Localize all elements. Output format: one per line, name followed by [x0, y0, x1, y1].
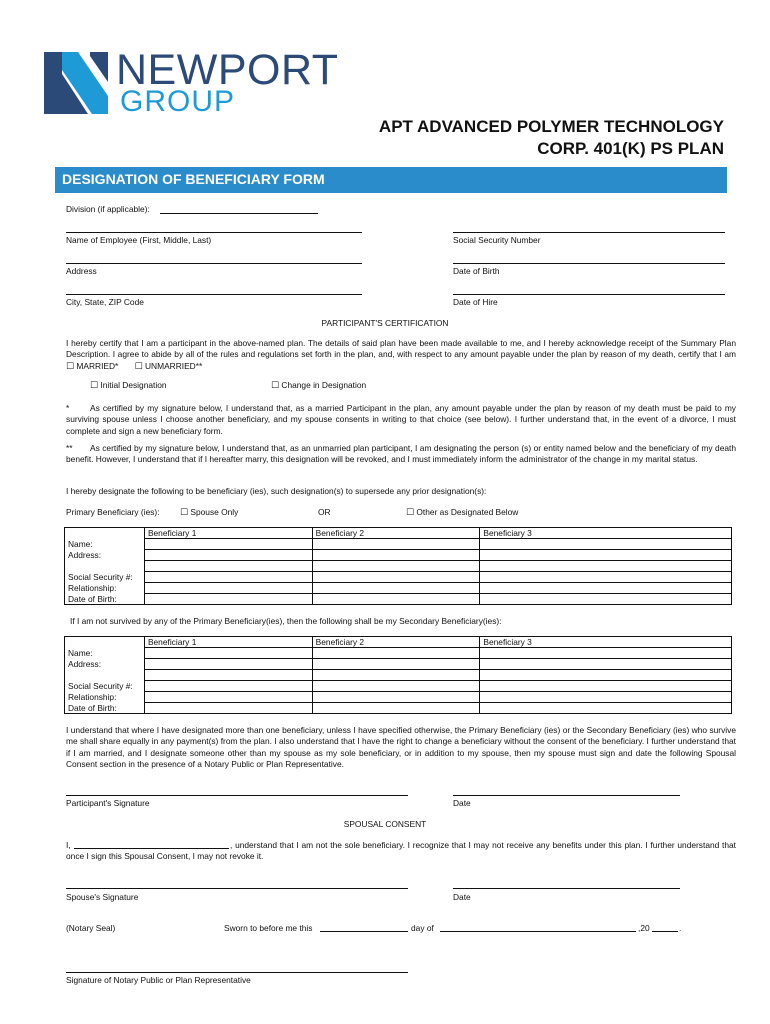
ssn-label: Social Security Number — [453, 235, 541, 245]
change-designation-label: Change in Designation — [281, 380, 367, 390]
header-beneficiary-1: Beneficiary 1 — [144, 528, 312, 539]
row-label-address: Address: — [65, 550, 145, 561]
cell[interactable] — [312, 659, 480, 670]
married-label: MARRIED* — [76, 360, 119, 371]
header-beneficiary-3: Beneficiary 3 — [480, 637, 732, 648]
row-label-name: Name: — [65, 539, 145, 550]
cell[interactable] — [480, 594, 732, 605]
city-label: City, State, ZIP Code — [66, 297, 144, 307]
logo-word-newport: NEWPORT — [116, 46, 339, 94]
spousal-consent-text: , understand that I am not the sole beneficiary. I recognize that I may not receive any benefits under this plan. I further understand that once I sign this Spousal Consent, I may not revoke it. — [66, 840, 736, 862]
table-row — [65, 703, 732, 714]
employee-name-field[interactable] — [66, 232, 362, 233]
star2-mark: ** — [66, 443, 73, 453]
cell[interactable] — [312, 572, 480, 583]
cell[interactable] — [480, 550, 732, 561]
row-label-address: Address: — [65, 659, 145, 670]
cell[interactable] — [144, 703, 312, 714]
form-title: DESIGNATION OF BENEFICIARY FORM — [62, 171, 325, 187]
table-header-row — [65, 528, 732, 539]
cell[interactable] — [480, 681, 732, 692]
table-row — [65, 670, 732, 681]
plan-title-line1: APT ADVANCED POLYMER TECHNOLOGY — [378, 117, 724, 136]
cell[interactable] — [480, 703, 732, 714]
cell[interactable] — [312, 670, 480, 681]
table-row — [65, 583, 732, 594]
header-blank — [65, 528, 145, 539]
table-header-row — [65, 637, 732, 648]
table-row — [65, 539, 732, 550]
initial-designation-option — [90, 380, 167, 392]
cell[interactable] — [480, 539, 732, 550]
primary-label: Primary Beneficiary (ies): — [66, 507, 160, 517]
spouse-only-checkbox[interactable]: ☐ — [180, 508, 189, 518]
row-label-ssn: Social Security #: — [65, 572, 145, 583]
header-beneficiary-2: Beneficiary 2 — [312, 528, 480, 539]
notary-signature-field[interactable] — [66, 972, 408, 973]
unmarried-statement: As certified by my signature below, I understand that, as an unmarried plan participant, I am designating the person (s) or entity named below and the beneficiary of my death benefit. However, I understand that if I hereafter marry, this designation will be revoked, and I must immediately inform the administrator of the change in my marital status. — [66, 443, 736, 465]
notary-signature-label: Signature of Notary Public or Plan Representative — [66, 975, 251, 985]
table-row — [65, 692, 732, 703]
cell[interactable] — [480, 648, 732, 659]
table-row — [65, 594, 732, 605]
spouse-only-option — [180, 507, 238, 519]
cell[interactable] — [144, 681, 312, 692]
plan-title — [304, 116, 724, 160]
cell[interactable] — [312, 692, 480, 703]
table-row — [65, 572, 732, 583]
unmarried-label: UNMARRIED** — [145, 360, 203, 371]
table-row — [65, 659, 732, 670]
table-row — [65, 681, 732, 692]
other-designated-label: Other as Designated Below — [416, 507, 519, 517]
initial-designation-checkbox[interactable]: ☐ — [90, 381, 99, 391]
cell[interactable] — [312, 648, 480, 659]
cell[interactable] — [312, 703, 480, 714]
cell[interactable] — [312, 539, 480, 550]
dob-field[interactable] — [453, 263, 725, 264]
change-designation-option — [271, 380, 366, 392]
employee-name-label: Name of Employee (First, Middle, Last) — [66, 235, 212, 245]
table-row — [65, 648, 732, 659]
cell[interactable] — [144, 659, 312, 670]
sworn-year-field[interactable] — [652, 931, 678, 932]
spouse-date-label: Date — [453, 892, 471, 902]
row-label-ssn: Social Security #: — [65, 681, 145, 692]
row-label-dob: Date of Birth: — [65, 594, 145, 605]
designate-statement: I hereby designate the following to be beneficiary (ies), such designation(s) to supersede any prior designation(s): — [66, 486, 487, 496]
cell[interactable] — [144, 670, 312, 681]
initial-designation-label: Initial Designation — [100, 380, 167, 390]
star1-mark: * — [66, 403, 70, 413]
date-of-hire-label: Date of Hire — [453, 297, 498, 307]
other-designated-option — [406, 507, 518, 519]
day-of-label: day of — [411, 923, 434, 933]
unmarried-checkbox[interactable]: ☐ — [134, 361, 143, 372]
spousal-consent-heading: SPOUSAL CONSENT — [343, 819, 427, 829]
married-statement: As certified by my signature below, I understand that, as a married Participant in the plan, any amount payable under the plan by reason of my death must be paid to my surviving spouse unless I choose another beneficiary, and my spouse consents in writing to that choice (see below). I further understand that, in the event of a divorce, I must complete and sign a new beneficiary form. — [66, 403, 736, 436]
logo-word-group: GROUP — [120, 85, 236, 118]
city-field[interactable] — [66, 294, 362, 295]
cell[interactable] — [480, 692, 732, 703]
cell[interactable] — [144, 561, 312, 572]
cell[interactable] — [144, 539, 312, 550]
date-of-hire-field[interactable] — [453, 294, 725, 295]
cell[interactable] — [312, 681, 480, 692]
row-label-dob: Date of Birth: — [65, 703, 145, 714]
change-designation-checkbox[interactable]: ☐ — [271, 381, 280, 391]
understand-paragraph: I understand that where I have designated more than one beneficiary, unless I have specified otherwise, the Primary Beneficiary (ies) or the Secondary Beneficiary (ies) who survive me shall share equally in any payment(s) from the plan. I also understand that I have the right to change a beneficiary without the consent of the beneficiary. I further understand that if I am married, and I designate someone other than my spouse as my sole beneficiary, or in addition to my spouse, then my spouse must sign and date the following Spousal Consent section in the presence of a Notary Public or Plan Representative. — [66, 725, 736, 770]
logo-mark-icon — [44, 52, 108, 114]
primary-beneficiary-table — [64, 527, 732, 605]
cell[interactable] — [480, 670, 732, 681]
participant-date-field[interactable] — [453, 795, 680, 796]
cell[interactable] — [312, 583, 480, 594]
certification-heading: PARTICIPANT'S CERTIFICATION — [321, 318, 449, 328]
plan-title-line2: CORP. 401(K) PS PLAN — [537, 139, 724, 158]
cell[interactable] — [144, 648, 312, 659]
cell[interactable] — [144, 692, 312, 703]
cell[interactable] — [312, 561, 480, 572]
certification-paragraph — [66, 338, 736, 373]
spouse-signature-label: Spouse's Signature — [66, 892, 139, 902]
cell[interactable] — [480, 572, 732, 583]
header-beneficiary-1: Beneficiary 1 — [144, 637, 312, 648]
row-label-relationship: Relationship: — [65, 583, 145, 594]
cell[interactable] — [144, 550, 312, 561]
cell[interactable] — [144, 572, 312, 583]
header-blank — [65, 637, 145, 648]
division-field[interactable] — [160, 213, 318, 214]
spouse-date-field[interactable] — [453, 888, 680, 889]
cell[interactable] — [144, 583, 312, 594]
address-field[interactable] — [66, 263, 362, 264]
dob-label: Date of Birth — [453, 266, 500, 276]
participant-signature-label: Participant's Signature — [66, 798, 150, 808]
married-checkbox[interactable]: ☐ — [66, 361, 75, 372]
participant-signature-field[interactable] — [66, 795, 408, 796]
row-label-relationship: Relationship: — [65, 692, 145, 703]
year-label: ,20 — [638, 923, 650, 933]
sworn-period: . — [679, 923, 682, 933]
spousal-prefix: I, — [66, 840, 71, 850]
notary-seal-label: (Notary Seal) — [66, 923, 116, 933]
header-beneficiary-2: Beneficiary 2 — [312, 637, 480, 648]
cell[interactable] — [312, 594, 480, 605]
header-beneficiary-3: Beneficiary 3 — [480, 528, 732, 539]
or-label: OR — [318, 507, 331, 517]
table-row — [65, 561, 732, 572]
secondary-intro: If I am not survived by any of the Primary Beneficiary(ies), then the following shall be my Secondary Beneficiary(ies): — [70, 616, 502, 626]
ssn-field[interactable] — [453, 232, 725, 233]
certification-text: I hereby certify that I am a participant in the above-named plan. The details of said plan have been made available to me, and I hereby acknowledge receipt of the Summary Plan Description. I agree to abide by all of the rules and regulations set forth in the plan, and, with respect to any amount payable under the plan by reason of my death, certify that I am — [66, 338, 736, 360]
cell[interactable] — [480, 659, 732, 670]
row-label-name: Name: — [65, 648, 145, 659]
row-label-address-2 — [65, 670, 145, 681]
table-row — [65, 550, 732, 561]
division-label: Division (if applicable): — [66, 204, 150, 214]
cell[interactable] — [480, 561, 732, 572]
address-label: Address — [66, 266, 97, 276]
cell[interactable] — [480, 583, 732, 594]
other-designated-checkbox[interactable]: ☐ — [406, 508, 415, 518]
sworn-day-field[interactable] — [320, 931, 408, 932]
sworn-month-field[interactable] — [440, 931, 636, 932]
spouse-signature-field[interactable] — [66, 888, 408, 889]
cell[interactable] — [312, 550, 480, 561]
spouse-only-label: Spouse Only — [190, 507, 239, 517]
sworn-label: Sworn to before me this — [224, 923, 313, 933]
secondary-beneficiary-table — [64, 636, 732, 714]
row-label-address-2 — [65, 561, 145, 572]
participant-date-label: Date — [453, 798, 471, 808]
cell[interactable] — [144, 594, 312, 605]
